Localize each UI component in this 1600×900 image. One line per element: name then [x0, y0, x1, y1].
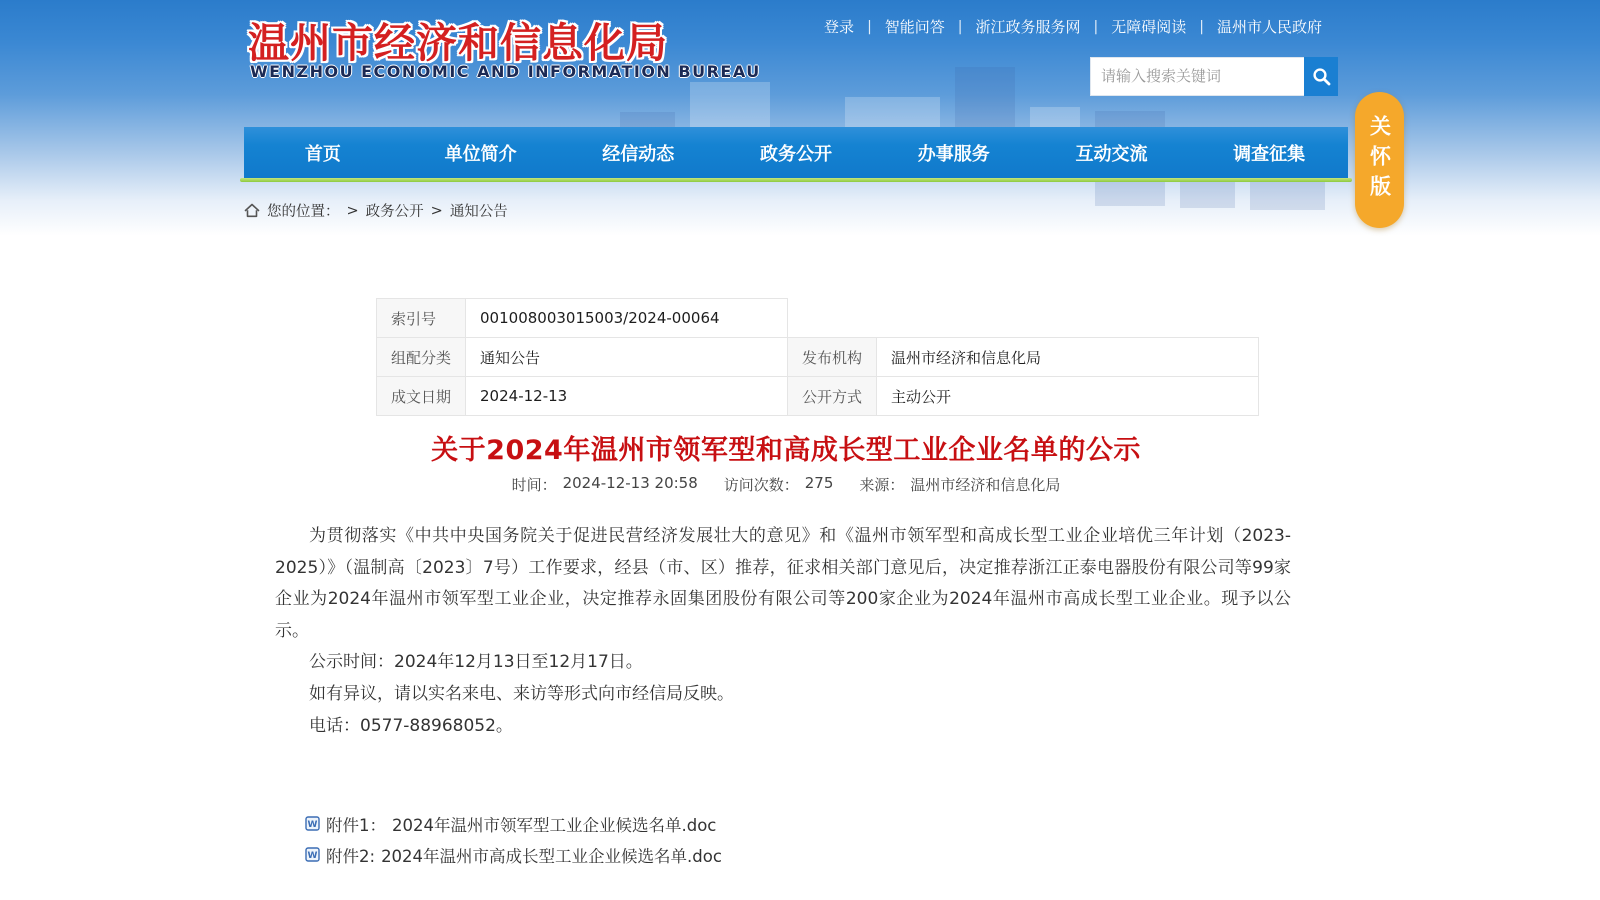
visits-value: 275	[804, 474, 834, 492]
breadcrumb-item-gov-info[interactable]: 政务公开	[365, 204, 424, 220]
home-icon	[244, 203, 260, 218]
top-link-separator: |	[957, 18, 963, 35]
top-utility-links	[750, 16, 1322, 37]
category-value: 通知公告	[466, 338, 788, 377]
top-link-separator: |	[867, 18, 872, 35]
article-paragraph: 电话：0577-88968052。	[309, 715, 513, 736]
care-mode-label: 关怀版	[1367, 115, 1392, 205]
breadcrumb-separator: >	[430, 202, 443, 219]
index-number-value: 001008003015003/2024-00064	[466, 299, 788, 338]
svg-text:W: W	[307, 820, 318, 830]
page-title: 关于2024年温州市领军型和高成长型工业企业名单的公示	[431, 435, 1141, 466]
nav-item-surveys[interactable]: 调查征集	[1233, 143, 1306, 165]
table-row	[377, 377, 1259, 416]
nav-underline-decoration	[240, 178, 1352, 182]
article-paragraph: 如有异议，请以实名来电、来访等形式向市经信局反映。	[309, 683, 734, 704]
issue-date-value: 2024-12-13	[466, 377, 788, 416]
table-row	[377, 299, 1259, 338]
site-logo-title: 温州市经济和信息化局	[248, 19, 668, 67]
breadcrumb-separator: >	[346, 202, 359, 219]
login-link[interactable]: 登录	[824, 18, 855, 36]
attachment-list	[305, 808, 722, 870]
article-meta-line	[236, 474, 1336, 495]
issuer-label: 发布机构	[788, 338, 877, 377]
word-doc-icon	[305, 816, 320, 831]
top-link-separator: |	[1093, 18, 1099, 35]
attachment-link[interactable]: 2024年温州市领军型工业企业候选名单.doc	[392, 815, 717, 835]
search-bar	[1090, 57, 1338, 96]
care-mode-button[interactable]	[1355, 92, 1404, 228]
top-link-separator: |	[1199, 18, 1204, 35]
visits-label: 访问次数：	[723, 476, 799, 494]
breadcrumb	[244, 200, 508, 221]
source-label: 来源：	[859, 476, 905, 494]
nav-item-about[interactable]: 单位简介	[444, 143, 517, 165]
breadcrumb-prefix: 您的位置：	[267, 204, 340, 220]
time-label: 时间：	[511, 476, 557, 494]
index-number-label: 索引号	[377, 299, 466, 338]
article-body	[275, 521, 1291, 742]
svg-text:W: W	[307, 851, 318, 861]
article-paragraph: 公示时间：2024年12月13日至12月17日。	[309, 652, 643, 673]
accessibility-link[interactable]: 无障碍阅读	[1111, 18, 1187, 36]
source-value: 温州市经济和信息化局	[910, 476, 1061, 494]
search-input[interactable]	[1090, 57, 1304, 96]
attachment-item[interactable]	[305, 808, 722, 839]
article-paragraph: 为贯彻落实《中共中央国务院关于促进民营经济发展壮大的意见》和《温州市领军型和高成长型工业企业培优三年计划（2023-2025）》（温制高〔2023〕7号）工作要求，经县（市、区）推荐，征求相关部门意见后，决定推荐浙江正泰电器股份有限公司等99家企业为2024年温州市领军型工业企业，决定推荐永固集团股份有限公司等200家企业为2024年温州市高成长型工业企业。现予以公示。	[275, 526, 1291, 641]
attachment-link[interactable]: 2024年温州市高成长型工业企业候选名单.doc	[381, 846, 722, 866]
empty-cell	[788, 299, 1259, 338]
nav-item-news[interactable]: 经信动态	[602, 143, 675, 165]
search-icon	[1312, 67, 1331, 86]
main-navigation	[244, 127, 1348, 178]
wenzhou-gov-link[interactable]: 温州市人民政府	[1216, 18, 1322, 36]
disclosure-mode-label: 公开方式	[788, 377, 877, 416]
document-meta-table	[376, 298, 1259, 416]
attachment-label: 附件2:	[326, 846, 376, 866]
table-row	[377, 338, 1259, 377]
nav-item-services[interactable]: 办事服务	[917, 143, 990, 165]
nav-item-home[interactable]: 首页	[304, 143, 341, 165]
attachment-item[interactable]	[305, 839, 722, 870]
breadcrumb-item-notices[interactable]: 通知公告	[449, 204, 508, 220]
attachment-label: 附件1：	[326, 815, 386, 835]
smart-qa-link[interactable]: 智能问答	[884, 18, 945, 36]
time-value: 2024-12-13 20:58	[562, 474, 698, 492]
search-button[interactable]	[1304, 57, 1338, 96]
disclosure-mode-value: 主动公开	[877, 377, 1259, 416]
zhejiang-gov-service-link[interactable]: 浙江政务服务网	[975, 18, 1081, 36]
word-doc-icon	[305, 847, 320, 862]
issuer-value: 温州市经济和信息化局	[877, 338, 1259, 377]
site-logo-subtitle-en: WENZHOU ECONOMIC AND INFORMATION BUREAU	[250, 62, 761, 81]
category-label: 组配分类	[377, 338, 466, 377]
issue-date-label: 成文日期	[377, 377, 466, 416]
nav-item-gov-info[interactable]: 政务公开	[760, 143, 833, 165]
nav-item-interaction[interactable]: 互动交流	[1075, 143, 1148, 165]
